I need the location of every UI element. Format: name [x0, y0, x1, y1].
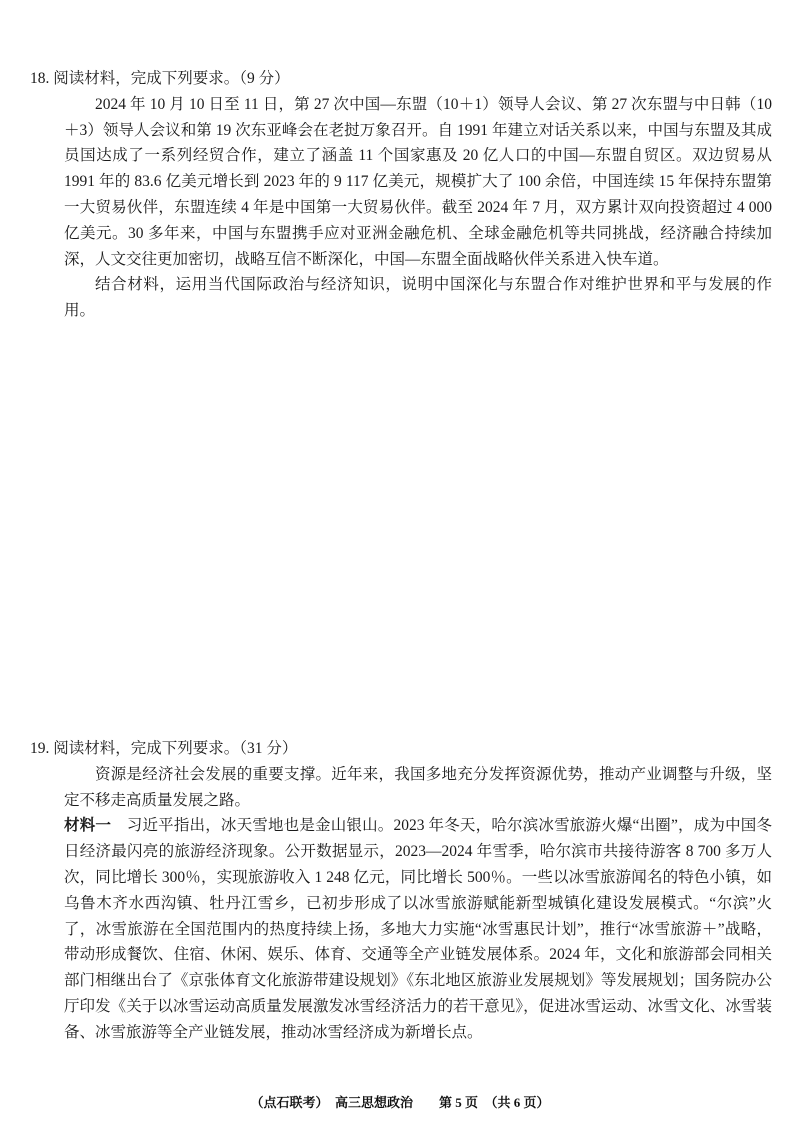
- question-18-task: 结合材料，运用当代国际政治与经济知识，说明中国深化与东盟合作对维护世界和平与发展的作用。: [64, 276, 772, 320]
- question-19-header: 19. 阅读材料，完成下列要求。（31 分）: [30, 739, 298, 757]
- question-19-material-1: [64, 813, 772, 1045]
- footer-text: （点石联考） 高三思想政治 第 5 页 （共 6 页）: [250, 1095, 550, 1111]
- question-19-intro: 资源是经济社会发展的重要支撑。近年来，我国多地充分发挥资源优势，推动产业调整与升级，坚定不移走高质量发展之路。: [64, 765, 772, 809]
- question-18: [30, 66, 772, 324]
- material-1-text: 习近平指出，冰天雪地也是金山银山。2023 年冬天，哈尔滨冰雪旅游火爆“出圈”，成为中国冬日经济最闪亮的旅游经济现象。公开数据显示，2023—2024 年雪季，哈尔滨市共接待游客 8 700 多万人次，同比增长 300％，实现旅游收入 1 248 亿元，同比增长 500％。一些以冰雪旅游闻名的特色小镇，如乌鲁木齐水西沟镇、牡丹江雪乡，已初步形成了以冰雪旅游赋能新型城镇化建设发展模式。“尔滨”火了，冰雪旅游在全国范围内的热度持续上扬，多地大力实施“冰雪惠民计划”，推行“冰雪旅游＋”战略，带动形成餐饮、住宿、休闲、娱乐、体育、交通等全产业链发展体系。2024 年，文化和旅游部会同相关部门相继出台了《京张体育文化旅游带建设规划》《东北地区旅游业发展规划》等发展规划；国务院办公厅印发《关于以冰雪运动高质量发展激发冰雪经济活力的若干意见》，促进冰雪运动、冰雪文化、冰雪装备、冰雪旅游等全产业链发展，推动冰雪经济成为新增长点。: [64, 817, 772, 1041]
- question-19: [30, 736, 772, 1046]
- material-1-label: 材料一: [64, 817, 127, 835]
- answer-blank-space: [64, 324, 772, 736]
- question-18-header: 18. 阅读材料，完成下列要求。（9 分）: [30, 70, 290, 87]
- question-18-material: 2024 年 10 月 10 日至 11 日，第 27 次中国—东盟（10＋1）领导人会议、第 27 次东盟与中日韩（10＋3）领导人会议和第 19 次东亚峰会在老挝万象召开。自 1991 年建立对话关系以来，中国与东盟及其成员国达成了一系列经贸合作，建立了涵盖 11 个国家惠及 20 亿人口的中国—东盟自贸区。双边贸易从 1991 年的 83.6 亿美元增长到 2023 年的 9 117 亿美元，规模扩大了 100 余倍，中国连续 15 年保持东盟第一大贸易伙伴，东盟连续 4 年是中国第一大贸易伙伴。截至 2024 年 7 月，双方累计双向投资超过 4 000 亿美元。30 多年来，中国与东盟携手应对亚洲金融危机、全球金融危机等共同挑战，经济融合持续加深，人文交往更加密切，战略互信不断深化，中国—东盟全面战略伙伴关系进入快车道。: [64, 95, 772, 268]
- page-footer: [0, 1090, 800, 1116]
